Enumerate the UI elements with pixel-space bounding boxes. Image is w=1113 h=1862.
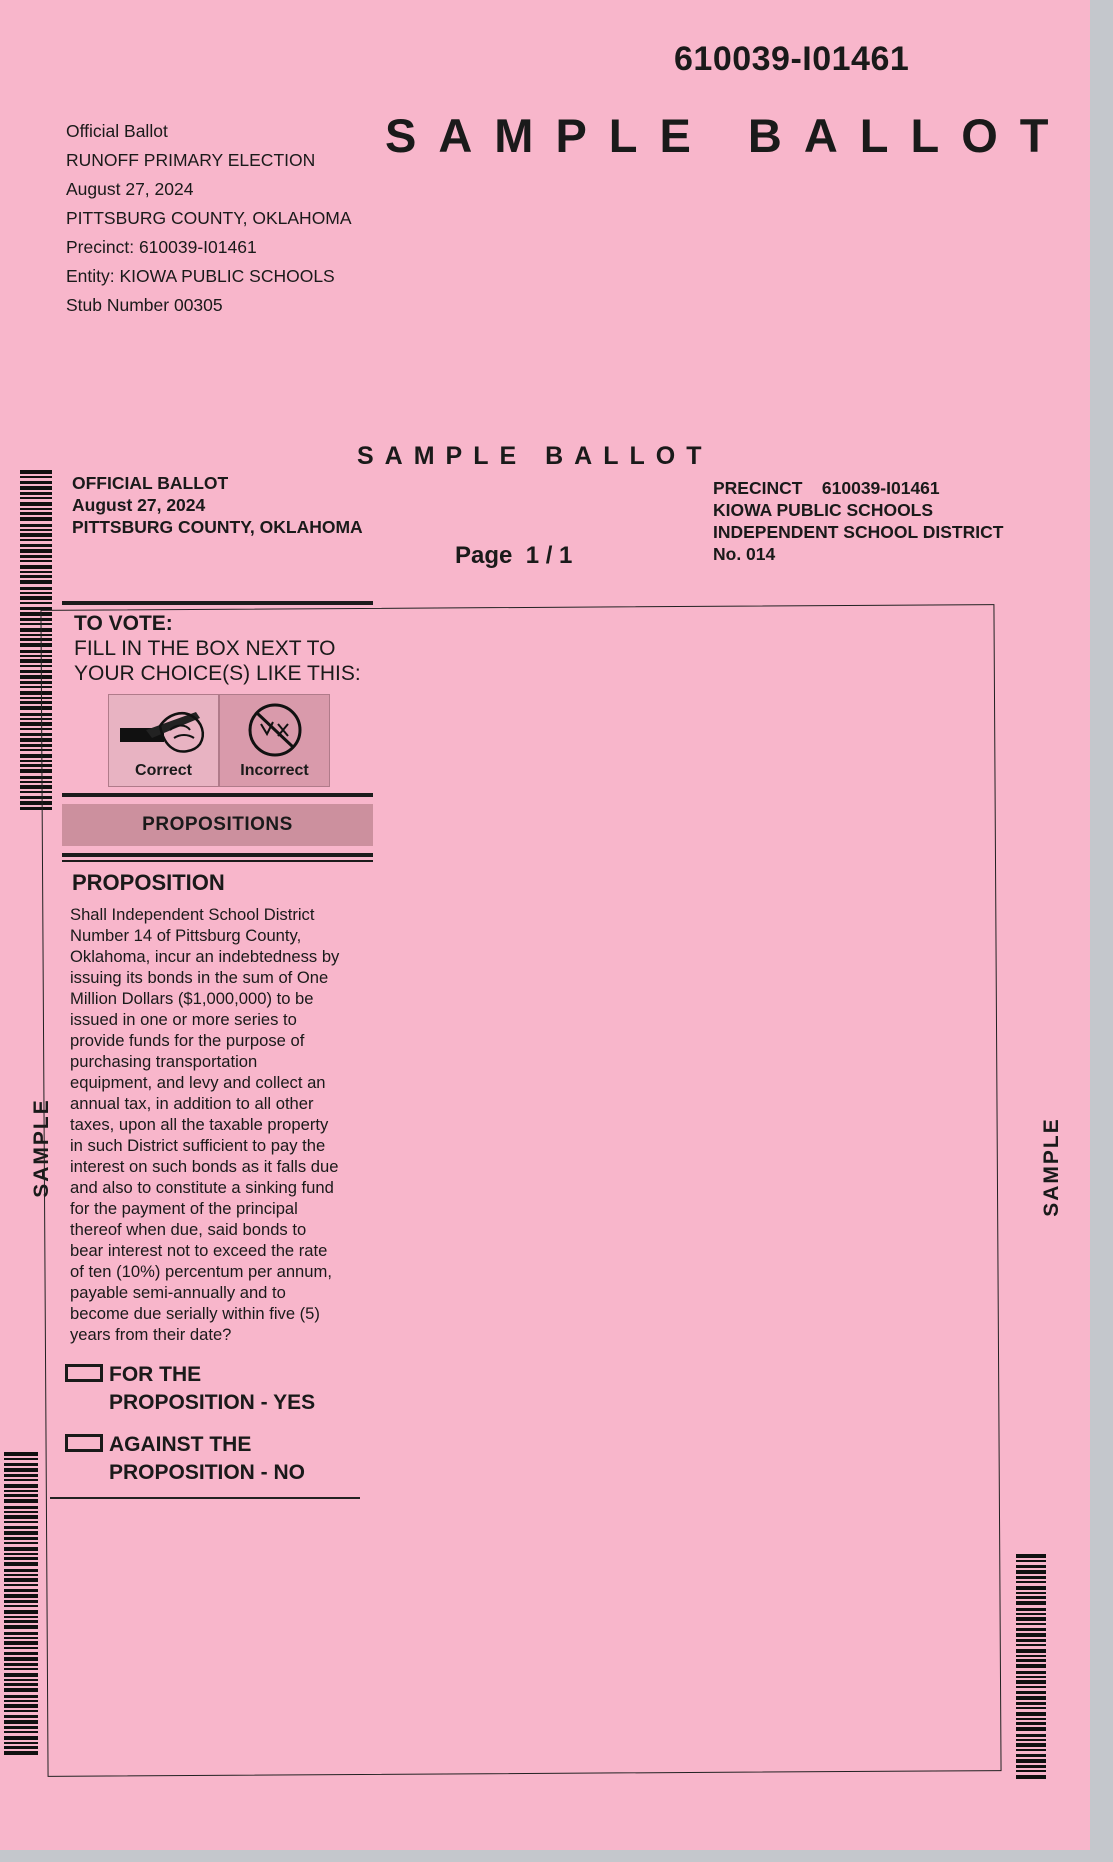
option-line: FOR THE [109,1363,202,1386]
correct-label: Correct [135,762,192,779]
option-no[interactable] [62,1431,373,1487]
timing-mark [4,1494,38,1497]
proposition-line: equipment, and levy and collect an [70,1073,326,1092]
timing-mark [20,529,52,531]
timing-mark [4,1479,38,1481]
proposition-line: Million Dollars ($1,000,000) to be [70,989,314,1008]
timing-mark [20,517,52,521]
timing-mark [20,492,52,495]
timing-mark [1016,1554,1046,1558]
timing-mark [4,1679,38,1681]
timing-mark [4,1589,38,1592]
timing-mark [20,533,52,537]
timing-mark [4,1688,38,1692]
timing-mark [20,486,52,490]
timing-mark [4,1547,38,1551]
timing-mark [4,1526,38,1529]
timing-mark [4,1574,38,1576]
stub-line: Official Ballot [66,121,168,141]
timing-mark [4,1610,38,1614]
proposition-line: become due serially within five (5) [70,1304,320,1323]
proposition-line: Shall Independent School District [70,905,315,924]
proposition-line: in such District sufficient to pay the [70,1136,326,1155]
timing-mark [1016,1565,1046,1568]
marking-examples [108,694,331,787]
timing-mark [1016,1676,1046,1678]
option-line: PROPOSITION - NO [109,1461,306,1484]
section-header-propositions: PROPOSITIONS [62,804,373,846]
timing-mark [20,481,52,484]
timing-mark [1016,1759,1046,1763]
vote-box-yes[interactable] [65,1364,103,1382]
section-rule [62,853,373,862]
proposition-line: issuing its bonds in the sum of One [70,968,329,987]
header-line: PITTSBURG COUNTY, OKLAHOMA [72,517,363,537]
timing-mark [4,1605,38,1607]
instructions-heading: TO VOTE: [74,612,173,635]
ballot-header-left [72,472,363,538]
proposition-line: bear interest not to exceed the rate [70,1241,328,1260]
timing-mark [4,1584,38,1586]
stub-precinct-id: 610039-I01461 [674,40,910,78]
timing-mark [1016,1712,1046,1716]
timing-mark [1016,1671,1046,1674]
timing-mark [4,1683,38,1686]
timing-mark [4,1710,38,1712]
ballot-column [62,601,373,1499]
timing-marks-right-bottom [1016,1554,1046,1777]
timing-mark [1016,1586,1046,1590]
proposition-line: interest on such bonds as it falls due [70,1157,339,1176]
timing-mark [4,1736,38,1740]
voting-instructions [62,605,373,686]
timing-mark [4,1673,38,1677]
timing-mark [4,1715,38,1718]
timing-mark [20,539,52,541]
timing-mark [4,1468,38,1472]
timing-mark [1016,1718,1046,1720]
header-line: OFFICIAL BALLOT [72,473,229,493]
timing-mark [4,1652,38,1655]
timing-mark [4,1632,38,1635]
timing-mark [20,596,52,600]
timing-mark [4,1726,38,1729]
instructions-line: YOUR CHOICE(S) LIKE THIS: [74,662,361,685]
timing-mark [20,602,52,604]
timing-mark [1016,1613,1046,1615]
timing-mark [1016,1649,1046,1653]
timing-mark [4,1569,38,1572]
timing-mark [1016,1707,1046,1709]
timing-mark [4,1641,38,1645]
timing-mark [4,1452,38,1456]
timing-mark [4,1731,38,1733]
stub-line: Precinct: 610039-I01461 [66,237,257,257]
header-line: KIOWA PUBLIC SCHOOLS [713,500,934,520]
page-number: Page 1 / 1 [455,542,573,569]
header-line: August 27, 2024 [72,495,206,515]
proposition-line: purchasing transportation [70,1052,258,1071]
proposition-text [62,896,370,1345]
timing-marks-left-bottom [4,1452,38,1752]
timing-mark [4,1625,38,1629]
option-line: PROPOSITION - YES [109,1391,316,1414]
proposition-line: Number 14 of Pittsburg County, [70,926,302,945]
timing-mark [1016,1639,1046,1642]
no-check-x-icon [245,702,305,758]
timing-mark [20,555,52,558]
timing-mark [4,1695,38,1698]
header-line: No. 014 [713,544,776,564]
timing-mark [20,571,52,573]
timing-mark [1016,1749,1046,1751]
stub-line: Stub Number 00305 [66,295,223,315]
timing-mark [1016,1644,1046,1646]
timing-mark [1016,1775,1046,1779]
timing-mark [20,508,52,510]
timing-mark [20,502,52,506]
timing-mark [1016,1691,1046,1694]
timing-mark [1016,1702,1046,1705]
instructions-line: FILL IN THE BOX NEXT TO [74,637,336,660]
timing-mark [1016,1765,1046,1768]
timing-mark [1016,1754,1046,1757]
timing-mark [4,1490,38,1492]
pen-filling-box-icon [116,706,212,758]
timing-mark [4,1515,38,1519]
timing-mark [4,1458,38,1460]
timing-mark [4,1751,38,1755]
timing-mark [4,1742,38,1744]
proposition-line: provide funds for the purpose of [70,1031,305,1050]
proposition-line: Oklahoma, incur an indebtedness by [70,947,340,966]
timing-mark [20,470,52,474]
ballot-title: SAMPLE BALLOT [357,442,713,470]
timing-mark [1016,1686,1046,1688]
timing-mark [1016,1739,1046,1741]
timing-mark [1016,1581,1046,1583]
proposition-line: thereof when due, said bonds to [70,1220,307,1239]
timing-mark [20,497,52,499]
timing-mark [1016,1655,1046,1657]
timing-mark [1016,1633,1046,1637]
timing-mark [1016,1680,1046,1684]
ballot-header-right [713,477,1003,565]
timing-mark [1016,1623,1046,1625]
timing-mark [1016,1696,1046,1700]
correct-example [108,694,219,787]
side-label-left: SAMPLE [29,1098,53,1198]
timing-mark [4,1484,38,1488]
option-no-label [109,1431,305,1487]
timing-mark [4,1668,38,1670]
vote-box-no[interactable] [65,1434,103,1452]
timing-mark [1016,1596,1046,1599]
timing-mark [4,1720,38,1724]
timing-mark [4,1562,38,1566]
timing-mark [1016,1570,1046,1574]
proposition-line: payable semi-annually and to [70,1283,286,1302]
timing-mark [4,1553,38,1555]
timing-mark [4,1542,38,1544]
stub-line: August 27, 2024 [66,179,194,199]
timing-mark [4,1531,38,1535]
column-end-rule [50,1497,360,1499]
timing-mark [1016,1608,1046,1611]
timing-mark [1016,1734,1046,1737]
proposition-line: taxes, upon all the taxable property [70,1115,329,1134]
incorrect-example [219,694,330,787]
proposition-line: for the payment of the principal [70,1199,298,1218]
timing-mark [1016,1576,1046,1579]
timing-mark [4,1537,38,1540]
side-label-right: SAMPLE [1039,1117,1063,1217]
timing-mark [1016,1659,1046,1662]
timing-mark [4,1616,38,1618]
timing-mark [20,580,52,584]
timing-mark [4,1511,38,1513]
header-line: INDEPENDENT SCHOOL DISTRICT [713,522,1004,542]
incorrect-label: Incorrect [240,762,309,779]
timing-mark [20,512,52,515]
proposition-line: issued in one or more series to [70,1010,297,1029]
timing-mark [20,476,52,478]
timing-mark [1016,1664,1046,1668]
stub-info [66,117,352,320]
stub-line: Entity: KIOWA PUBLIC SCHOOLS [66,266,335,286]
timing-mark [1016,1592,1046,1594]
timing-mark [4,1474,38,1477]
timing-mark [4,1594,38,1598]
timing-mark [20,549,52,553]
proposition-title: PROPOSITION [72,870,225,895]
option-yes-label [109,1361,315,1417]
timing-mark [1016,1628,1046,1631]
timing-mark [4,1704,38,1708]
timing-mark [1016,1601,1046,1605]
instructions-rule [62,793,373,797]
timing-mark [4,1499,38,1503]
timing-mark [4,1746,38,1749]
timing-mark [1016,1770,1046,1772]
timing-mark [4,1663,38,1666]
timing-mark [1016,1727,1046,1731]
timing-mark [4,1647,38,1649]
proposition-line: and also to constitute a sinking fund [70,1178,334,1197]
timing-mark [4,1463,38,1466]
timing-mark [1016,1722,1046,1725]
timing-mark [4,1521,38,1523]
timing-mark [1016,1617,1046,1621]
timing-mark [20,524,52,527]
timing-mark [20,565,52,569]
stub-line: RUNOFF PRIMARY ELECTION [66,150,316,170]
timing-mark [4,1557,38,1560]
timing-mark [1016,1743,1046,1747]
timing-mark [20,587,52,590]
timing-mark [20,544,52,547]
timing-mark [20,560,52,562]
timing-mark [4,1506,38,1509]
timing-mark [4,1657,38,1661]
timing-mark [4,1578,38,1582]
timing-mark [20,592,52,594]
option-yes[interactable] [62,1361,373,1417]
timing-mark [4,1620,38,1623]
option-line: AGAINST THE [109,1433,252,1456]
proposition-line: annual tax, in addition to all other [70,1094,314,1113]
stub-title: SAMPLE BALLOT [385,109,1071,162]
timing-mark [1016,1560,1046,1562]
timing-mark [4,1600,38,1603]
timing-mark [4,1700,38,1702]
stub-line: PITTSBURG COUNTY, OKLAHOMA [66,208,352,228]
timing-mark [4,1637,38,1639]
header-line: PRECINCT 610039-I01461 [713,478,940,498]
proposition-line: years from their date? [70,1325,232,1344]
proposition-line: of ten (10%) percentum per annum, [70,1262,332,1281]
timing-mark [20,575,52,578]
